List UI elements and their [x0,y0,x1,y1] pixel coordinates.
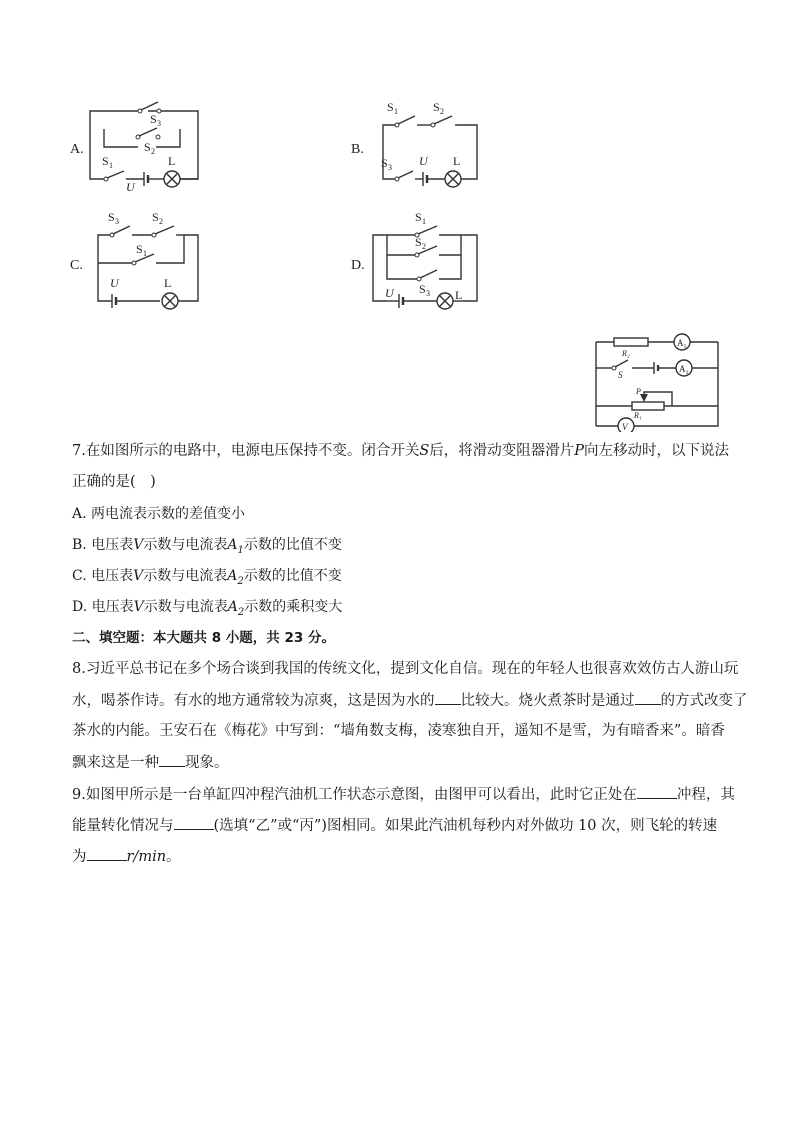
svg-text:L: L [453,154,461,168]
q9-line-3: 为 r/min。 [72,846,181,867]
svg-text:S: S [108,210,115,224]
svg-text:S: S [152,210,159,224]
q7-option-b[interactable]: B. 电压表V示数与电流表$A_1$示数的比值不变 [72,537,342,556]
answer-blank[interactable] [637,784,677,799]
svg-text:1: 1 [394,107,398,116]
circuit-diagram-d [345,205,505,315]
circuit-option-c [60,205,220,315]
svg-text:2: 2 [440,107,444,116]
circuit-diagram-b [345,95,505,200]
svg-text:1: 1 [143,249,147,258]
svg-text:S: S [102,154,109,168]
section-heading-fill-in: 二、填空题：本大题共 8 小题，共 23 分。 [72,630,335,646]
svg-text:1: 1 [109,161,113,170]
q7-option-d[interactable]: D. 电压表V示数与电流表$A_2$示数的乘积变大 [72,599,343,618]
answer-blank[interactable] [635,690,661,705]
svg-text:L: L [455,288,463,302]
svg-text:S: S [415,235,422,249]
svg-text:R₂: R₂ [622,349,630,358]
svg-text:S: S [381,156,388,170]
svg-text:3: 3 [115,217,119,226]
svg-text:S: S [136,242,143,256]
svg-text:S: S [144,140,151,154]
answer-blank[interactable] [159,752,185,767]
q9-line-1: 9.如图甲所示是一台单缸四冲程汽油机工作状态示意图，由图甲可以看出，此时它正处在 冲程，其 [72,784,735,805]
svg-text:S: S [433,100,440,114]
option-letter: A. [70,142,84,157]
svg-text:P: P [636,387,641,396]
svg-text:A₁: A₁ [677,338,687,348]
svg-text:S: S [150,112,157,126]
q7-stem-line-2: 正确的是( ) [72,474,156,490]
svg-text:2: 2 [422,242,426,251]
svg-text:3: 3 [157,119,161,128]
q8-line-3: 茶水的内能。王安石在《梅花》中写到：“墙角数支梅，凌寒独自开，遥知不是雪，为有暗香来”。暗香 [72,723,725,739]
svg-text:U: U [126,180,135,194]
q9-line-2: 能量转化情况与 (选填“乙”或“丙”)图相同。如果此汽油机每秒内对外做功 10 次，则飞轮的转速 [72,815,717,836]
q7-stem-line-1: 7.在如图所示的电路中，电源电压保持不变。闭合开关S后，将滑动变阻器滑片P向左移动时，以下说法 [72,443,730,459]
q8-line-4: 飘来这是一种 现象。 [72,752,229,773]
svg-text:S: S [387,100,394,114]
option-letter: B. [351,142,364,157]
svg-text:U: U [385,286,394,300]
q7-circuit-diagram [588,332,728,432]
svg-text:S: S [415,210,422,224]
svg-text:S: S [618,370,623,380]
q7-option-a[interactable]: A. 两电流表示数的差值变小 [72,506,246,522]
circuit-diagram-a [60,95,220,200]
svg-text:3: 3 [426,289,430,298]
answer-blank[interactable] [435,690,461,705]
q7-circuit-figure [588,332,728,432]
svg-text:U: U [110,276,119,290]
q7-option-c[interactable]: C. 电压表V示数与电流表$A_2$示数的比值不变 [72,568,342,587]
svg-text:V: V [622,422,628,432]
q8-line-2: 水，喝茶作诗。有水的地方通常较为凉爽，这是因为水的 比较大。烧火煮茶时是通过 的方式改变了 [72,690,748,711]
svg-text:3: 3 [388,163,392,172]
svg-text:A₂: A₂ [679,364,689,374]
svg-text:S: S [419,282,426,296]
option-letter: C. [70,258,83,273]
svg-text:L: L [164,276,172,290]
svg-text:2: 2 [151,147,155,156]
svg-text:2: 2 [159,217,163,226]
circuit-option-a [60,95,220,200]
answer-blank[interactable] [174,815,214,830]
svg-text:L: L [168,154,176,168]
q8-line-1: 8.习近平总书记在多个场合谈到我国的传统文化，提到文化自信。现在的年轻人也很喜欢效仿古人游山玩 [72,661,739,677]
svg-text:1: 1 [422,217,426,226]
svg-text:U: U [419,154,428,168]
answer-blank[interactable] [87,846,127,861]
svg-text:R₁: R₁ [634,411,642,420]
circuit-option-b [345,95,505,200]
circuit-option-d [345,205,505,315]
option-letter: D. [351,258,365,273]
circuit-diagram-c [60,205,220,315]
